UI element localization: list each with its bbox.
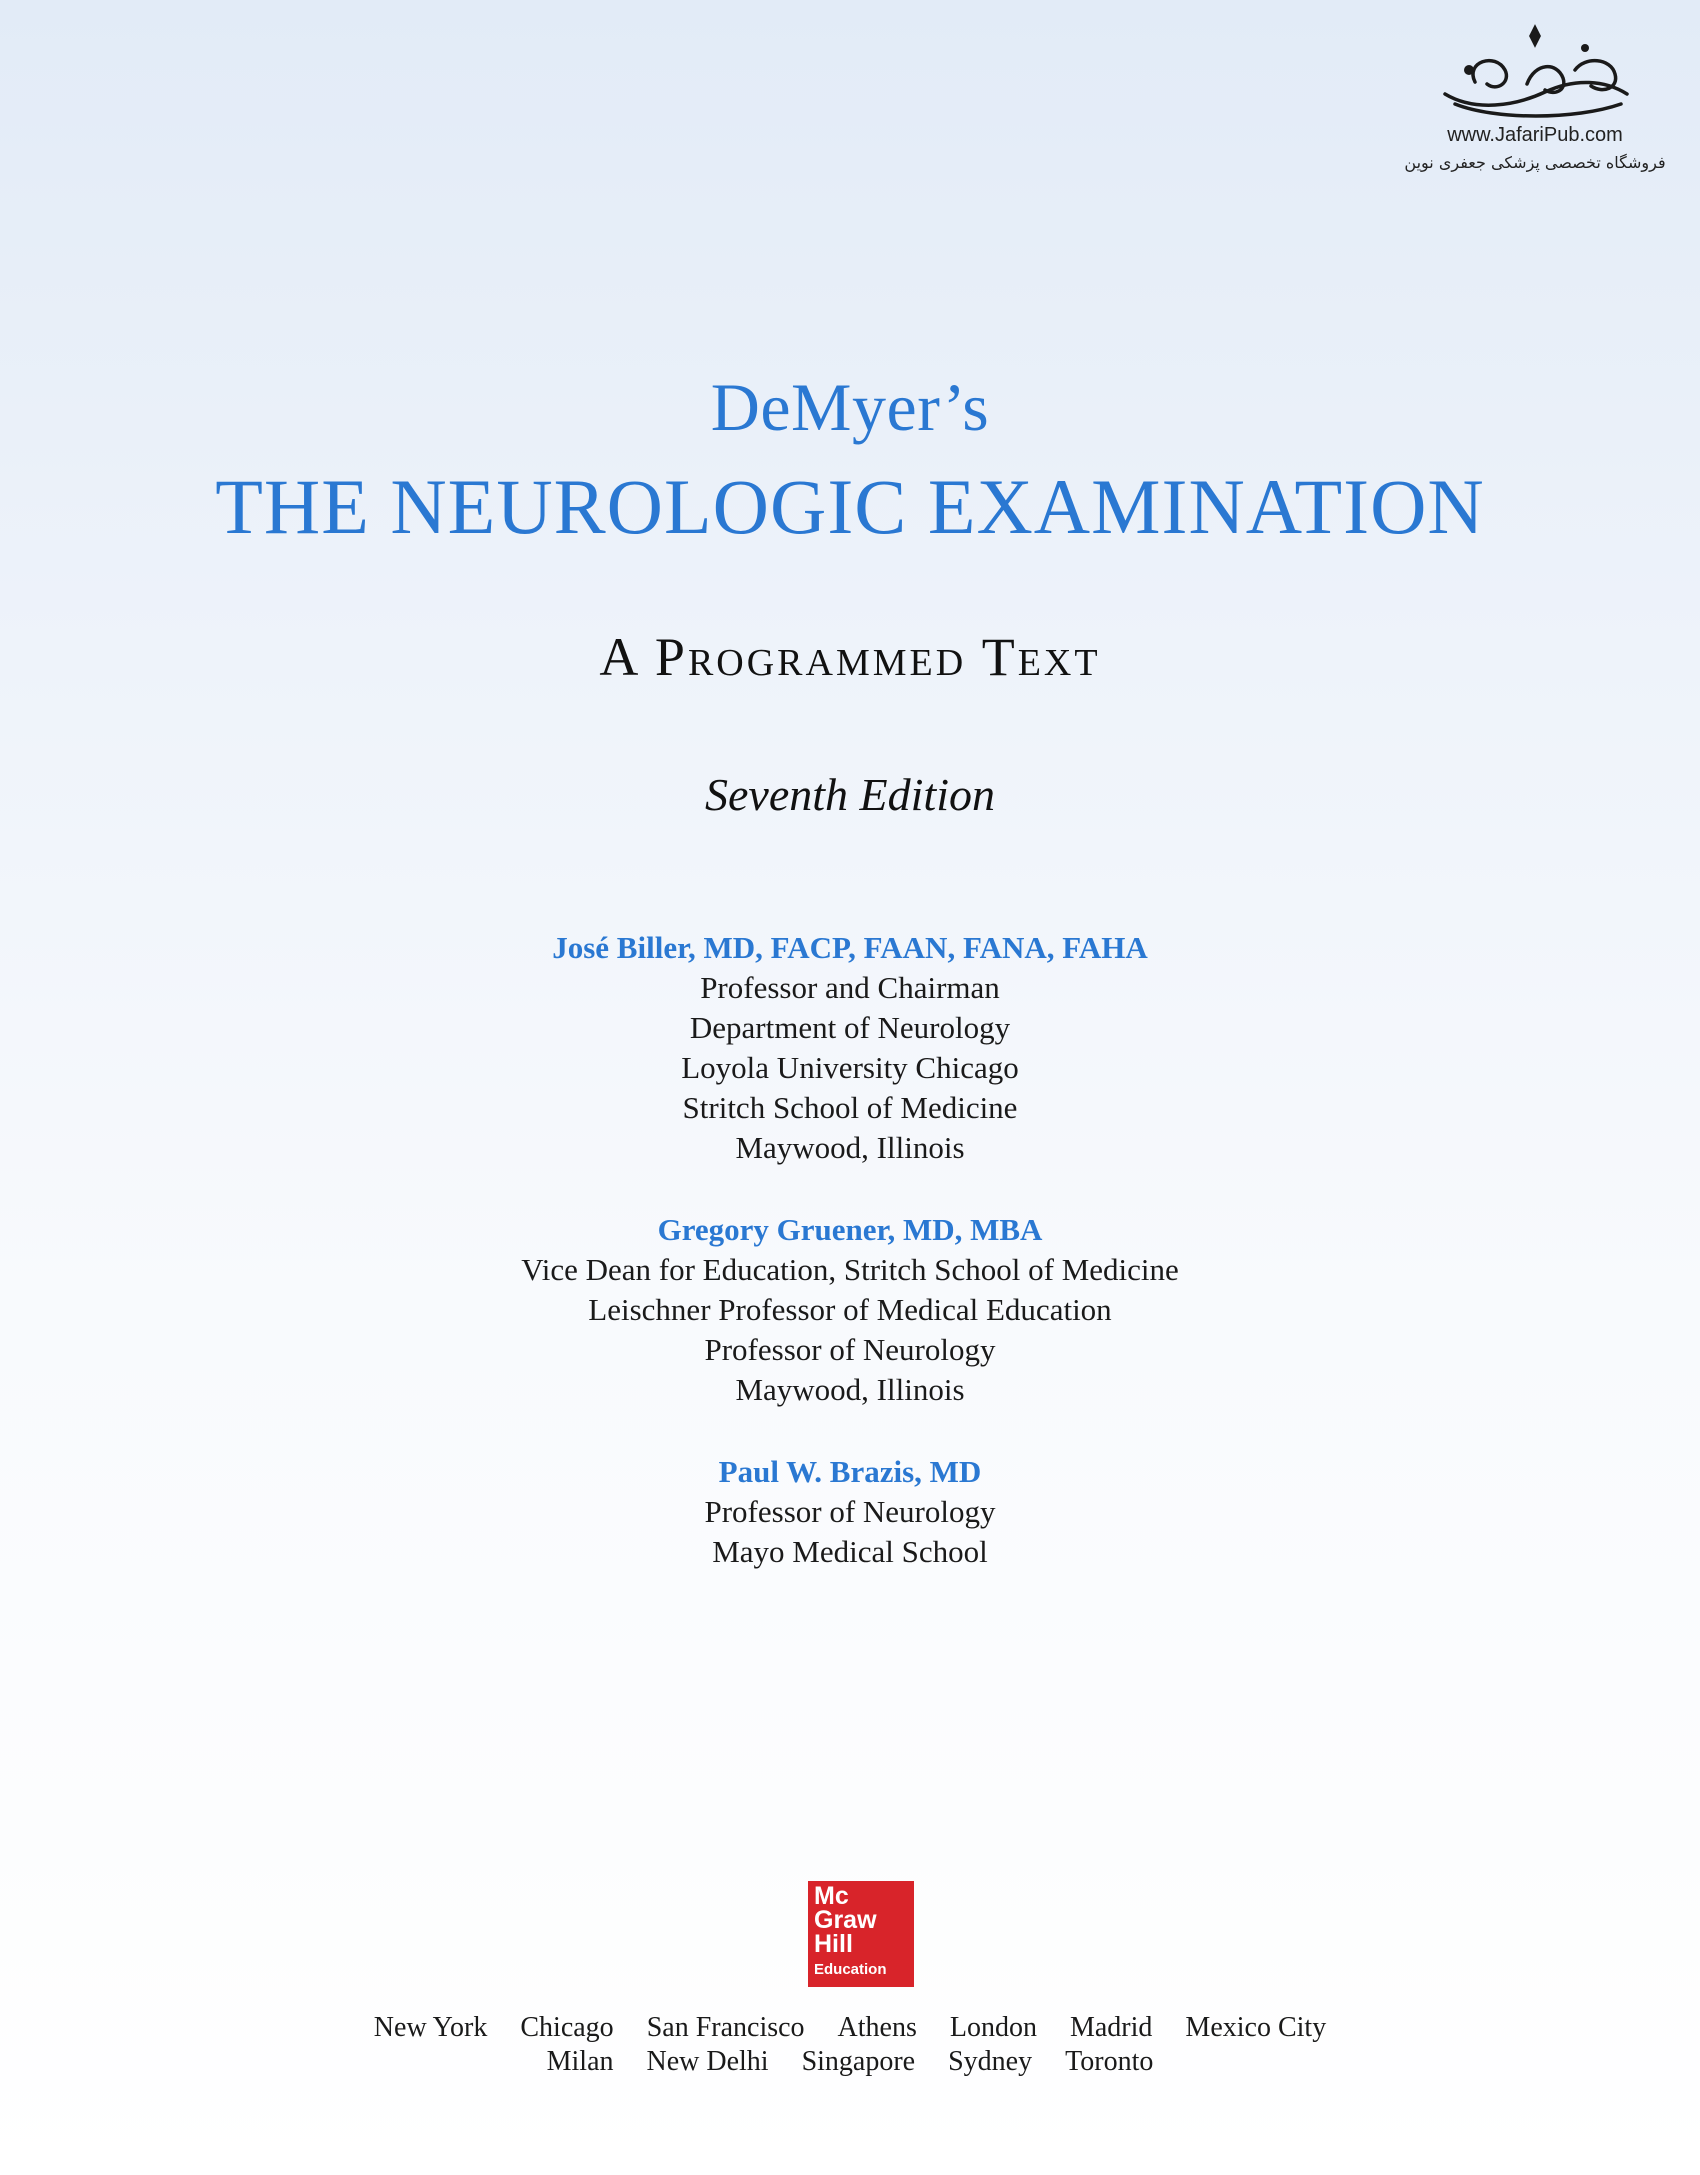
- author-affiliation-line: Maywood, Illinois: [735, 1372, 965, 1407]
- publisher-cities-row: [0, 2046, 1700, 2078]
- publisher-city: Chicago: [520, 2012, 614, 2043]
- book-subtitle: A Programmed Text: [599, 627, 1101, 687]
- publisher-city: New Delhi: [646, 2046, 769, 2077]
- publisher-logo-text: Mc: [814, 1882, 849, 1910]
- publisher-city: Madrid: [1069, 2012, 1153, 2043]
- author-affiliation-line: Stritch School of Medicine: [682, 1090, 1018, 1125]
- publisher-cities-row: [0, 2012, 1700, 2044]
- publisher-city: New York: [373, 2012, 488, 2043]
- author-affiliation-line: Mayo Medical School: [712, 1534, 988, 1569]
- author-name: José Biller, MD, FACP, FAAN, FANA, FAHA: [552, 930, 1148, 965]
- publisher-city: Toronto: [1065, 2046, 1154, 2077]
- author-block: [0, 1210, 1700, 1410]
- author-affiliation-line: Professor and Chairman: [700, 970, 1000, 1005]
- watermark-url: www.JafariPub.com: [1447, 124, 1623, 146]
- publisher-logo-text: Hill: [814, 1930, 853, 1958]
- watermark-tagline: فروشگاه تخصصی پزشکی جعفری نوین: [1404, 153, 1666, 172]
- book-title-author-line: DeMyer’s: [710, 369, 990, 445]
- author-affiliation-line: Professor of Neurology: [704, 1332, 996, 1367]
- publisher-city: Singapore: [801, 2046, 916, 2077]
- book-edition: Seventh Edition: [705, 769, 995, 820]
- author-name: Gregory Gruener, MD, MBA: [657, 1212, 1043, 1247]
- author-affiliation-line: Leischner Professor of Medical Education: [588, 1292, 1112, 1327]
- author-affiliation-line: Department of Neurology: [689, 1010, 1011, 1045]
- author-affiliation-line: Maywood, Illinois: [735, 1130, 965, 1165]
- publisher-city: Athens: [837, 2012, 917, 2043]
- author-block: [0, 1452, 1700, 1572]
- publisher-city: Milan: [546, 2046, 614, 2077]
- publisher-logo: [808, 1881, 914, 1987]
- author-affiliation-line: Loyola University Chicago: [681, 1050, 1019, 1085]
- book-title: THE NEUROLOGIC EXAMINATION: [215, 463, 1485, 550]
- publisher-city: Sydney: [948, 2046, 1033, 2077]
- calligraphy-logo-icon: [1435, 22, 1635, 122]
- author-affiliation-line: Professor of Neurology: [704, 1494, 996, 1529]
- publisher-city: San Francisco: [646, 2012, 805, 2043]
- author-name: Paul W. Brazis, MD: [718, 1454, 982, 1489]
- publisher-city: Mexico City: [1185, 2012, 1327, 2043]
- author-affiliation-line: Vice Dean for Education, Stritch School of Medicine: [521, 1252, 1179, 1287]
- publisher-logo-text: Graw: [814, 1906, 877, 1934]
- author-block: [0, 928, 1700, 1168]
- watermark-logo: [1390, 22, 1680, 172]
- publisher-city: London: [949, 2012, 1037, 2043]
- publisher-logo-text: Education: [814, 1961, 887, 1978]
